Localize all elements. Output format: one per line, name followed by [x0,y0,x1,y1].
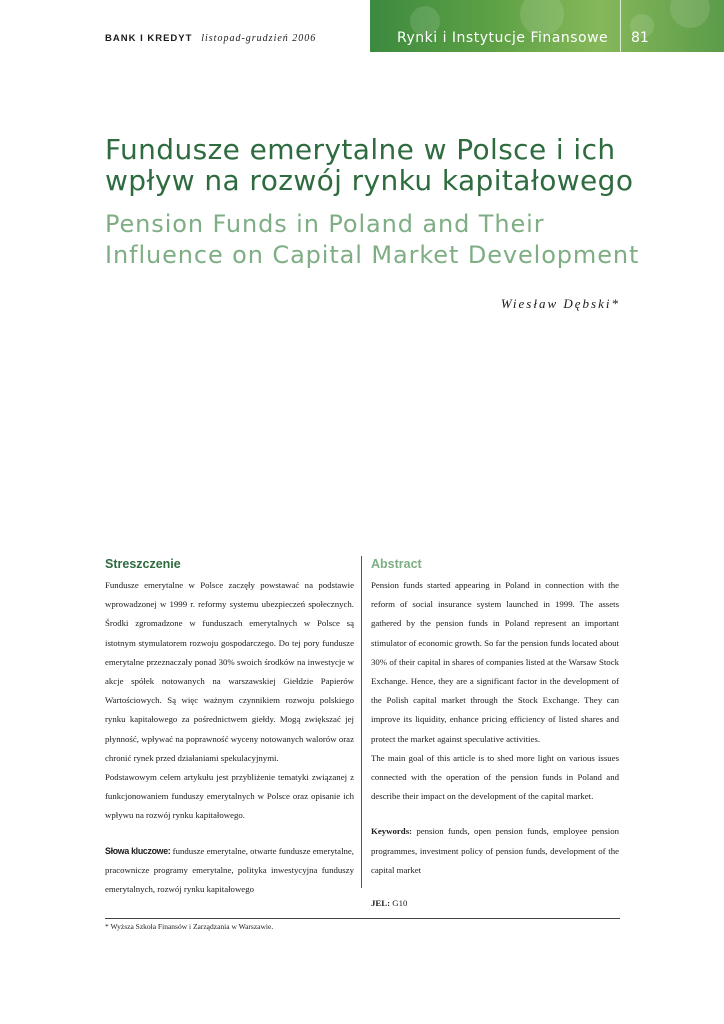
slowa-kluczowe-label: Słowa kluczowe: [105,845,171,856]
header-divider [620,0,621,52]
slowa-kluczowe [105,842,354,900]
streszczenie-column [105,556,354,899]
author: Wiesław Dębski* [500,296,620,311]
footnote-rule [105,918,620,919]
keywords-label: Keywords: [371,826,413,837]
running-header [105,33,316,44]
column-divider [361,556,362,888]
slowa-kluczowe-text: fundusze emerytalne, otwarte fundusze emerytalne, pracownicze programy emerytalne, polityka inwestycyjna funduszy emerytalnych, rozwój rynku kapitałowego [105,845,355,895]
section-name: Rynki i Instytucje Finansowe [397,30,609,46]
jel-code: G10 [392,898,408,909]
page-number: 81 [631,30,649,46]
streszczenie-paragraph: Podstawowym celem artykułu jest przybliżenie tematyki związanej z funkcjonowaniem funduszy emerytalnych w Polsce oraz opisanie ich wpływu na rozwój rynku kapitałowego. [105,772,354,821]
keywords-text: pension funds, open pension funds, employee pension programmes, investment policy of pension funds, development of the capital market [371,826,619,875]
abstract-paragraph: The main goal of this article is to shed more light on various issues connected with the operation of the pension funds in Poland and describe their impact on the development of the capital market. [371,752,619,802]
streszczenie-paragraph: Fundusze emerytalne w Polsce zaczęły powstawać na podstawie wprowadzonej w 1999 r. reformy systemu ubezpieczeń społecznych. Środki zgromadzone w funduszach emerytalnych w Polsce są istotnym stymulatorem rozwoju gospodarczego. Do tej pory fundusze emerytalne przeznaczały ponad 30% swoich środków na inwestycje w akcje spółek notowanych na warszawskiej Giełdzie Papierów Wartościowych. Są więc ważnym czynnikiem rozwoju polskiego rynku kapitałowego za pośrednictwem giełdy. Mogą zwiększać jej płynność, wpływać na poprawność wyceny notowanych walorów oraz chronić rynek przed działaniami spekulacyjnymi. [105,580,354,763]
abstract-paragraph: Pension funds started appearing in Poland in connection with the reform of social insurance system launched in 1999. The assets gathered by the pension funds in Poland represent an important stimulator of economic growth. So far the pension funds located about 30% of their capital in shares of companies listed at the Warsaw Stock Exchange. Hence, they are a significant factor in the development of the Polish capital market through the Stock Exchange. They can improve its liquidity, enhance pricing efficiency of listed shares and protect the market against speculative activities. [371,580,619,744]
title-english: Pension Funds in Poland and Their Influence on Capital Market Development [105,210,640,269]
abstract-heading: Abstract [371,557,422,571]
abstract-column [371,556,619,913]
jel-classification [371,894,619,913]
keywords [371,822,619,880]
jel-label: JEL: [371,898,391,909]
title-polish: Fundusze emerytalne w Polsce i ich wpływ na rozwój rynku kapitałowego [105,133,634,197]
journal-name: BANK I KREDYT [105,33,193,44]
footnote: * Wyższa Szkoła Finansów i Zarządzania w Warszawie. [105,922,274,931]
journal-issue: listopad-grudzień 2006 [201,33,317,44]
streszczenie-heading: Streszczenie [105,557,181,571]
